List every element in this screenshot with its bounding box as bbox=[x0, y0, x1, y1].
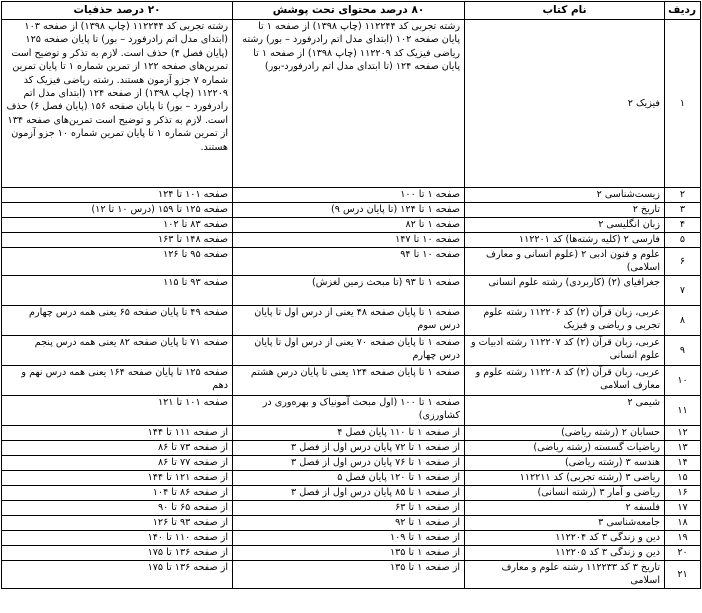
covered-content-cell: صفحه ۱ تا ۱۲۴ (تا پایان درس ۹) bbox=[233, 203, 465, 218]
book-name-cell: هندسه ۳ (رشته ریاضی) bbox=[465, 456, 665, 471]
table-row bbox=[2, 336, 701, 366]
book-name-cell: حسابان ۲ (رشته ریاضی) bbox=[465, 426, 665, 441]
book-name-cell: دین و زندگی ۳ کد ۱۱۲۲۰۴ bbox=[465, 531, 665, 546]
deleted-content-cell: از صفحه ۶۵ تا ۹۰ bbox=[2, 501, 233, 516]
header-deleted: ۲۰ درصد حذفیات bbox=[2, 2, 233, 20]
covered-content-cell: صفحه ۱ تا ۱۰۰ (اول مبحث آمونیاک و بهره‌وری در کشاورزی) bbox=[233, 396, 465, 426]
deleted-content-cell: از صفحه ۹۳ تا ۱۲۶ bbox=[2, 516, 233, 531]
book-name-cell: ریاضی و آمار ۳ (رشته انسانی) bbox=[465, 486, 665, 501]
header-book-name: نام کتاب bbox=[465, 2, 665, 20]
row-number-cell: ۱۷ bbox=[665, 501, 701, 516]
book-name-cell: ریاضی ۳ (رشته تجربی) کد ۱۱۲۲۱۱ bbox=[465, 471, 665, 486]
covered-content-cell: از صفحه ۱ تا ۶۳ bbox=[233, 501, 465, 516]
covered-content-cell: صفحه ۱ تا ۸۲ bbox=[233, 218, 465, 233]
deleted-content-cell: صفحه ۱۰۱ تا ۱۲۱ bbox=[2, 396, 233, 426]
covered-content-cell: صفحه ۱ تا پایان صفحه ۱۲۴ یعنی تا پایان درس هشتم bbox=[233, 366, 465, 396]
table-row bbox=[2, 396, 701, 426]
row-number-cell: ۲ bbox=[665, 188, 701, 203]
covered-content-cell: از صفحه ۱ تا ۱۲۰ پایان فصل ۵ bbox=[233, 471, 465, 486]
row-number-cell: ۱۱ bbox=[665, 396, 701, 426]
row-number-cell: ۱۶ bbox=[665, 486, 701, 501]
covered-content-cell: صفحه ۱ تا ۹۳ (تا مبحث زمین لغزش) bbox=[233, 276, 465, 306]
book-name-cell: علوم و فنون ادبی ۲ (علوم انسانی و معارف اسلامی) bbox=[465, 248, 665, 276]
covered-content-cell: صفحه ۱ تا ۱۰۰ bbox=[233, 188, 465, 203]
row-number-cell: ۱۰ bbox=[665, 366, 701, 396]
row-number-cell: ۱۳ bbox=[665, 441, 701, 456]
deleted-content-cell: صفحه ۹۳ تا ۱۱۵ bbox=[2, 276, 233, 306]
deleted-content-cell: صفحه ۷۱ تا پایان صفحه ۸۲ یعنی همه درس پنجم bbox=[2, 336, 233, 366]
covered-content-cell: از صفحه ۱ تا ۱۱۰ پایان فصل ۴ bbox=[233, 426, 465, 441]
table-row bbox=[2, 366, 701, 396]
deleted-content-cell: صفحه ۱۴۸ تا ۱۶۳ bbox=[2, 233, 233, 248]
table-row bbox=[2, 20, 701, 188]
covered-content-cell: از صفحه ۱ تا ۸۵ پایان درس اول از فصل ۳ bbox=[233, 486, 465, 501]
deleted-content-cell: از صفحه ۱۱۱ تا ۱۴۴ bbox=[2, 426, 233, 441]
row-number-cell: ۱۵ bbox=[665, 471, 701, 486]
table-row bbox=[2, 426, 701, 441]
curriculum-table bbox=[1, 1, 701, 589]
deleted-content-cell: صفحه ۸۳ تا ۱۰۲ bbox=[2, 218, 233, 233]
book-name-cell: فیزیک ۲ bbox=[465, 20, 665, 188]
table-row bbox=[2, 546, 701, 561]
book-name-cell: جغرافیای (۲) (کاربردی) رشته علوم انسانی bbox=[465, 276, 665, 306]
covered-content-cell: از صفحه ۱ تا ۱۳۵ bbox=[233, 546, 465, 561]
deleted-content-cell: صفحه ۱۲۵ تا پایان صفحه ۱۶۴ یعنی همه درس نهم و دهم bbox=[2, 366, 233, 396]
row-number-cell: ۱۹ bbox=[665, 531, 701, 546]
book-name-cell: عربی، زبان قرآن (۲) کد ۱۱۲۲۰۷ رشته ادبیات و علوم انسانی bbox=[465, 336, 665, 366]
table-row bbox=[2, 516, 701, 531]
row-number-cell: ۱ bbox=[665, 20, 701, 188]
table-row bbox=[2, 203, 701, 218]
deleted-content-cell: از صفحه ۱۲۱ تا ۱۴۴ bbox=[2, 471, 233, 486]
table-row bbox=[2, 218, 701, 233]
table-row bbox=[2, 531, 701, 546]
row-number-cell: ۹ bbox=[665, 336, 701, 366]
row-number-cell: ۱۲ bbox=[665, 426, 701, 441]
book-name-cell: عربی، زبان قرآن (۲) کد ۱۱۲۲۰۶ رشته علوم تجربی و ریاضی و فیزیک bbox=[465, 306, 665, 336]
table-row bbox=[2, 486, 701, 501]
deleted-content-cell: از صفحه ۸۶ تا ۱۰۴ bbox=[2, 486, 233, 501]
row-number-cell: ۷ bbox=[665, 276, 701, 306]
book-name-cell: جامعه‌شناسی ۳ bbox=[465, 516, 665, 531]
row-number-cell: ۸ bbox=[665, 306, 701, 336]
row-number-cell: ۴ bbox=[665, 218, 701, 233]
deleted-content-cell: از صفحه ۱۳۶ تا ۱۷۵ bbox=[2, 546, 233, 561]
covered-content-cell: صفحه ۱ تا پایان صفحه ۴۸ یعنی از درس اول تا پایان درس سوم bbox=[233, 306, 465, 336]
deleted-content-cell: رشته تجربی کد ۱۱۲۲۴۴ (چاپ ۱۳۹۸) از صفحه ۱۰۳ (ابتدای مدل اتم رادرفورد – بور) تا پایان صفحه ۱۲۵ (پایان فصل ۴) حذف است. لازم به تذکر و توضیح است تمرین‌های صفحه ۱۲۲ از تمرین شماره ۱ تا پایان تمرین شماره ۷ جزو آزمون هستند. رشته ریاضی فیزیک کد ۱۱۲۲۰۹ (چاپ ۱۳۹۸) از صفحه ۱۲۴ (ابتدای مدل اتم رادرفورد – بور) تا پایان صفحه ۱۵۶ (پایان فصل ۶) حذف است. لازم به تذکر و توضیح است تمرین‌های صفحه ۱۳۴ از تمرین شماره ۱ تا پایان تمرین شماره ۱۰ جزو آزمون هستند. bbox=[2, 20, 233, 188]
table-row bbox=[2, 501, 701, 516]
table-header-row bbox=[2, 2, 701, 20]
book-name-cell: تاریخ ۲ bbox=[465, 203, 665, 218]
deleted-content-cell: صفحه ۹۵ تا ۱۲۶ bbox=[2, 248, 233, 276]
deleted-content-cell: از صفحه ۱۳۶ تا ۱۷۵ bbox=[2, 561, 233, 589]
header-row-number: ردیف bbox=[665, 2, 701, 20]
row-number-cell: ۱۴ bbox=[665, 456, 701, 471]
covered-content-cell: از صفحه ۱ تا ۷۶ پایان درس اول از فصل ۳ bbox=[233, 456, 465, 471]
covered-content-cell: صفحه ۱ تا پایان صفحه ۷۰ یعنی از درس اول تا پایان درس چهارم bbox=[233, 336, 465, 366]
deleted-content-cell: صفحه ۴۹ تا پایان صفحه ۶۵ یعنی همه درس چهارم bbox=[2, 306, 233, 336]
deleted-content-cell: از صفحه ۱۱۰ تا ۱۴۰ bbox=[2, 531, 233, 546]
deleted-content-cell: صفحه ۱۰۱ تا ۱۲۴ bbox=[2, 188, 233, 203]
row-number-cell: ۵ bbox=[665, 233, 701, 248]
row-number-cell: ۳ bbox=[665, 203, 701, 218]
book-name-cell: فارسی ۲ (کلیه رشته‌ها) کد ۱۱۲۲۰۱ bbox=[465, 233, 665, 248]
row-number-cell: ۱۸ bbox=[665, 516, 701, 531]
deleted-content-cell: صفحه ۱۲۵ تا ۱۵۹ (درس ۱۰ تا ۱۲) bbox=[2, 203, 233, 218]
table-row bbox=[2, 233, 701, 248]
book-name-cell: فلسفه ۲ bbox=[465, 501, 665, 516]
row-number-cell: ۶ bbox=[665, 248, 701, 276]
covered-content-cell: رشته تجربی کد ۱۱۲۲۴۴ (چاپ ۱۳۹۸) از صفحه ۱ تا پایان صفحه ۱۰۲ (ابتدای مدل اتم رادرفورد – بور) رشته ریاضی فیزیک کد ۱۱۲۲۰۹ (چاپ ۱۳۹۸) از صفحه ۱ تا پایان صفحه ۱۲۴ (تا ابتدای مدل اتم رادرفورد-بور) bbox=[233, 20, 465, 188]
table-row bbox=[2, 248, 701, 276]
row-number-cell: ۲۰ bbox=[665, 546, 701, 561]
deleted-content-cell: از صفحه ۷۷ تا ۸۶ bbox=[2, 456, 233, 471]
book-name-cell: عربی، زبان قرآن (۲) کد ۱۱۲۲۰۸ رشته علوم و معارف اسلامی bbox=[465, 366, 665, 396]
table-row bbox=[2, 471, 701, 486]
covered-content-cell: از صفحه ۱ تا ۷۲ پایان درس اول از فصل ۳ bbox=[233, 441, 465, 456]
table-row bbox=[2, 456, 701, 471]
book-name-cell: زبان انگلیسی ۲ bbox=[465, 218, 665, 233]
book-name-cell: دین و زندگی ۳ کد ۱۱۲۲۰۵ bbox=[465, 546, 665, 561]
table-row bbox=[2, 306, 701, 336]
row-number-cell: ۲۱ bbox=[665, 561, 701, 589]
book-name-cell: شیمی ۲ bbox=[465, 396, 665, 426]
book-name-cell: تاریخ ۳ کد ۱۱۲۲۳۳ رشته علوم و معارف اسلامی bbox=[465, 561, 665, 589]
table-row bbox=[2, 441, 701, 456]
covered-content-cell: از صفحه ۱ تا ۱۰۹ bbox=[233, 531, 465, 546]
table-row bbox=[2, 188, 701, 203]
covered-content-cell: صفحه ۱۰ تا ۱۴۷ bbox=[233, 233, 465, 248]
table-row bbox=[2, 276, 701, 306]
table-row bbox=[2, 561, 701, 589]
header-covered-content: ۸۰ درصد محتوای تحت پوشش bbox=[233, 2, 465, 20]
covered-content-cell: صفحه ۱۰ تا ۹۴ bbox=[233, 248, 465, 276]
deleted-content-cell: از صفحه ۷۳ تا ۸۶ bbox=[2, 441, 233, 456]
book-name-cell: ریاضیات گسسته (رشته ریاضی) bbox=[465, 441, 665, 456]
covered-content-cell: از صفحه ۱ تا ۱۳۵ bbox=[233, 561, 465, 589]
book-name-cell: زیست‌شناسی ۲ bbox=[465, 188, 665, 203]
covered-content-cell: از صفحه ۱ تا ۹۲ bbox=[233, 516, 465, 531]
